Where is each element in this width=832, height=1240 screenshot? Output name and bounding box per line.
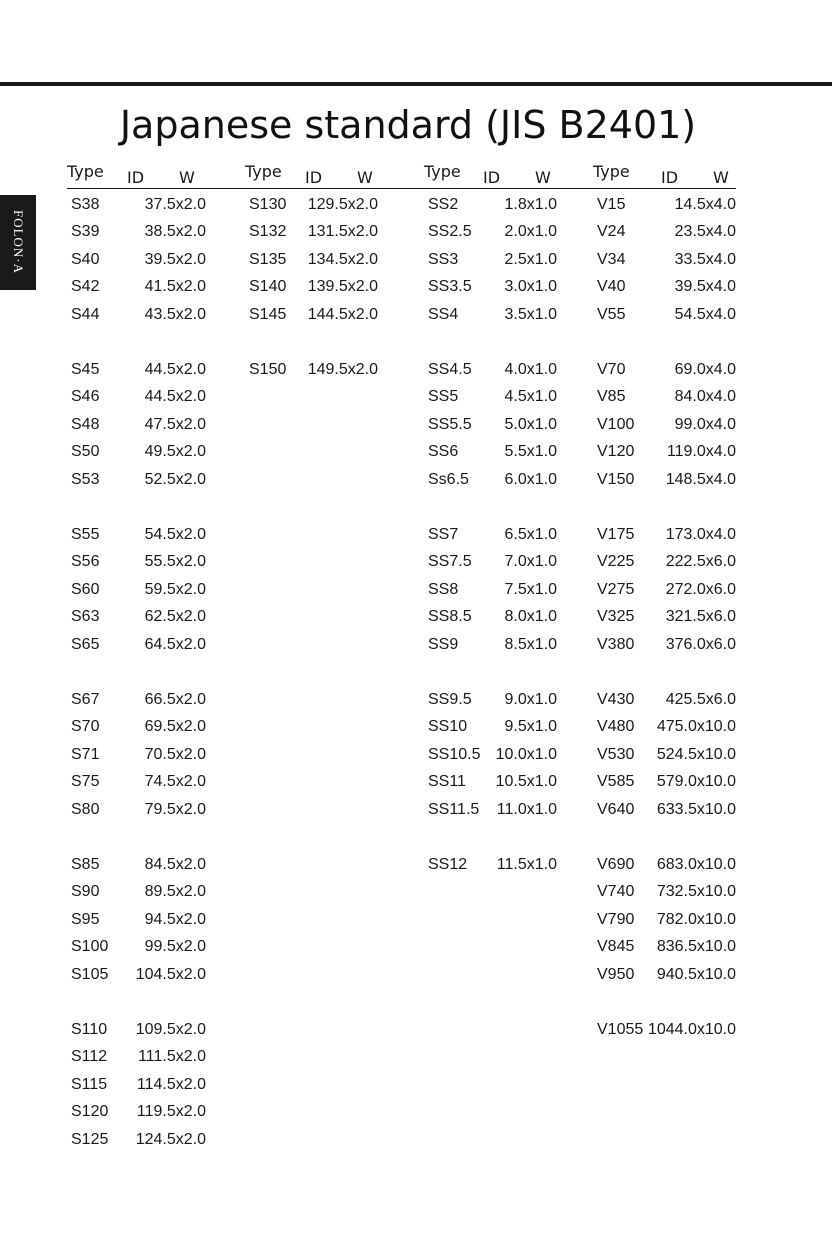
- table-cell-type: V100: [597, 416, 635, 433]
- table-cell-type: S44: [71, 306, 100, 323]
- table-cell-type: S38: [71, 196, 100, 213]
- table-cell-type: SS8: [428, 581, 459, 598]
- table-cell-type: SS2.5: [428, 223, 472, 240]
- table-cell-size: 222.5x6.0: [665, 553, 736, 570]
- table-cell-type: SS11: [428, 773, 466, 790]
- table-cell-size: 39.5x2.0: [144, 251, 206, 268]
- table-cell-type: V34: [597, 251, 626, 268]
- table-cell-size: 11.5x1.0: [496, 856, 557, 873]
- table-cell-size: 321.5x6.0: [665, 608, 736, 625]
- header-rule: [67, 188, 736, 189]
- header-w: W: [357, 168, 373, 187]
- table-cell-size: 49.5x2.0: [144, 443, 206, 460]
- table-cell-size: 69.0x4.0: [674, 361, 736, 378]
- table-cell-size: 149.5x2.0: [307, 361, 378, 378]
- table-cell-size: 111.5x2.0: [138, 1048, 206, 1065]
- table-cell-size: 41.5x2.0: [144, 278, 206, 295]
- table-cell-type: V55: [597, 306, 626, 323]
- table-cell-size: 14.5x4.0: [674, 196, 736, 213]
- table-cell-size: 2.5x1.0: [504, 251, 557, 268]
- side-tab-label: FOLON·A: [11, 209, 26, 275]
- table-cell-type: SS7: [428, 526, 459, 543]
- table-cell-size: 173.0x4.0: [665, 526, 736, 543]
- table-cell-size: 683.0x10.0: [656, 856, 736, 873]
- table-cell-type: V120: [597, 443, 635, 460]
- table-cell-size: 70.5x2.0: [144, 746, 206, 763]
- table-cell-type: V690: [597, 856, 635, 873]
- table-cell-type: V85: [597, 388, 626, 405]
- table-cell-type: V150: [597, 471, 635, 488]
- table-cell-type: S71: [71, 746, 100, 763]
- table-cell-type: SS4.5: [428, 361, 472, 378]
- table-cell-size: 1044.0x10.0: [647, 1021, 736, 1038]
- table-cell-type: S95: [71, 911, 100, 928]
- table-cell-type: V530: [597, 746, 635, 763]
- table-cell-type: SS5: [428, 388, 459, 405]
- table-cell-type: V24: [597, 223, 626, 240]
- table-cell-type: V640: [597, 801, 635, 818]
- table-cell-size: 43.5x2.0: [144, 306, 206, 323]
- table-cell-size: 33.5x4.0: [674, 251, 736, 268]
- table-cell-type: SS12: [428, 856, 468, 873]
- table-cell-type: S145: [249, 306, 287, 323]
- table-cell-size: 89.5x2.0: [144, 883, 206, 900]
- table-cell-size: 425.5x6.0: [665, 691, 736, 708]
- table-cell-size: 79.5x2.0: [144, 801, 206, 818]
- table-cell-size: 64.5x2.0: [144, 636, 206, 653]
- table-cell-size: 114.5x2.0: [136, 1076, 206, 1093]
- table-cell-size: 144.5x2.0: [307, 306, 378, 323]
- table-cell-type: S85: [71, 856, 100, 873]
- table-cell-size: 3.0x1.0: [504, 278, 557, 295]
- table-cell-size: 119.5x2.0: [136, 1103, 206, 1120]
- table-cell-type: S75: [71, 773, 100, 790]
- table-cell-type: SS9: [428, 636, 459, 653]
- table-cell-size: 6.5x1.0: [504, 526, 557, 543]
- table-cell-size: 23.5x4.0: [674, 223, 736, 240]
- table-cell-type: SS5.5: [428, 416, 472, 433]
- table-cell-size: 129.5x2.0: [307, 196, 378, 213]
- table-cell-size: 131.5x2.0: [307, 223, 378, 240]
- header-type: Type: [67, 162, 104, 181]
- table-cell-size: 55.5x2.0: [144, 553, 206, 570]
- table-cell-type: V1055: [597, 1021, 644, 1038]
- header-id: ID: [661, 168, 679, 187]
- table-cell-size: 44.5x2.0: [144, 361, 206, 378]
- table-cell-size: 7.5x1.0: [504, 581, 557, 598]
- table-cell-type: SS10.5: [428, 746, 481, 763]
- table-cell-size: 7.0x1.0: [504, 553, 557, 570]
- header-type: Type: [593, 162, 630, 181]
- table-cell-size: 47.5x2.0: [144, 416, 206, 433]
- header-id: ID: [483, 168, 501, 187]
- table-cell-type: V845: [597, 938, 635, 955]
- table-cell-size: 5.0x1.0: [504, 416, 557, 433]
- table-cell-type: V225: [597, 553, 635, 570]
- header-id: ID: [127, 168, 145, 187]
- table-cell-type: S120: [71, 1103, 109, 1120]
- table-cell-type: S50: [71, 443, 100, 460]
- table-cell-type: S65: [71, 636, 100, 653]
- table-cell-size: 940.5x10.0: [656, 966, 736, 983]
- table-cell-size: 475.0x10.0: [656, 718, 736, 735]
- table-cell-size: 59.5x2.0: [144, 581, 206, 598]
- table-cell-type: V175: [597, 526, 635, 543]
- table-cell-size: 836.5x10.0: [656, 938, 736, 955]
- table-cell-size: 119.0x4.0: [666, 443, 736, 460]
- table-cell-size: 124.5x2.0: [135, 1131, 206, 1148]
- table-cell-size: 1.8x1.0: [504, 196, 557, 213]
- table-cell-size: 99.5x2.0: [144, 938, 206, 955]
- table-cell-type: SS3: [428, 251, 459, 268]
- table-cell-size: 9.5x1.0: [504, 718, 557, 735]
- table-cell-type: SS9.5: [428, 691, 472, 708]
- table-cell-type: V275: [597, 581, 635, 598]
- page-title: Japanese standard (JIS B2401): [119, 103, 697, 147]
- table-cell-type: S80: [71, 801, 100, 818]
- table-cell-size: 8.0x1.0: [504, 608, 557, 625]
- table-cell-type: V40: [597, 278, 626, 295]
- table-cell-type: S70: [71, 718, 100, 735]
- table-cell-type: SS4: [428, 306, 459, 323]
- table-cell-type: S48: [71, 416, 100, 433]
- table-cell-type: V15: [597, 196, 626, 213]
- table-cell-type: V325: [597, 608, 635, 625]
- table-cell-type: S90: [71, 883, 100, 900]
- table-cell-type: S100: [71, 938, 109, 955]
- table-cell-type: S130: [249, 196, 287, 213]
- table-cell-size: 2.0x1.0: [504, 223, 557, 240]
- table-cell-type: V740: [597, 883, 635, 900]
- table-cell-type: V480: [597, 718, 635, 735]
- header-w: W: [179, 168, 195, 187]
- table-cell-size: 54.5x2.0: [144, 526, 206, 543]
- table-cell-type: V790: [597, 911, 635, 928]
- table-cell-type: V585: [597, 773, 635, 790]
- header-id: ID: [305, 168, 323, 187]
- table-cell-size: 5.5x1.0: [504, 443, 557, 460]
- table-cell-size: 139.5x2.0: [307, 278, 378, 295]
- table-cell-type: S105: [71, 966, 109, 983]
- table-cell-size: 9.0x1.0: [504, 691, 557, 708]
- table-cell-size: 3.5x1.0: [504, 306, 557, 323]
- table-cell-size: 10.0x1.0: [495, 746, 557, 763]
- table-cell-type: SS8.5: [428, 608, 472, 625]
- table-cell-type: SS3.5: [428, 278, 472, 295]
- table-cell-size: 37.5x2.0: [144, 196, 206, 213]
- header-type: Type: [424, 162, 461, 181]
- table-cell-size: 10.5x1.0: [495, 773, 557, 790]
- table-cell-type: S45: [71, 361, 100, 378]
- table-cell-size: 4.0x1.0: [504, 361, 557, 378]
- header-w: W: [713, 168, 729, 187]
- table-cell-type: S53: [71, 471, 100, 488]
- table-cell-size: 524.5x10.0: [656, 746, 736, 763]
- table-cell-type: S42: [71, 278, 100, 295]
- table-cell-size: 38.5x2.0: [144, 223, 206, 240]
- table-cell-size: 69.5x2.0: [144, 718, 206, 735]
- side-tab: [0, 195, 36, 290]
- table-cell-type: SS10: [428, 718, 468, 735]
- table-cell-size: 74.5x2.0: [144, 773, 206, 790]
- table-cell-type: SS6: [428, 443, 459, 460]
- table-cell-size: 4.5x1.0: [504, 388, 557, 405]
- table-cell-type: S39: [71, 223, 100, 240]
- top-rule: [0, 82, 832, 86]
- table-cell-size: 62.5x2.0: [144, 608, 206, 625]
- table-cell-type: S67: [71, 691, 100, 708]
- table-cell-size: 376.0x6.0: [665, 636, 736, 653]
- table-cell-type: S56: [71, 553, 100, 570]
- table-cell-type: S60: [71, 581, 100, 598]
- table-cell-size: 8.5x1.0: [504, 636, 557, 653]
- table-cell-type: V380: [597, 636, 635, 653]
- header-type: Type: [245, 162, 282, 181]
- table-cell-type: S140: [249, 278, 287, 295]
- table-cell-size: 134.5x2.0: [307, 251, 378, 268]
- header-w: W: [535, 168, 551, 187]
- table-cell-type: S110: [71, 1021, 108, 1038]
- table-cell-size: 39.5x4.0: [674, 278, 736, 295]
- table-cell-type: S40: [71, 251, 100, 268]
- table-cell-size: 6.0x1.0: [504, 471, 557, 488]
- table-cell-type: S63: [71, 608, 100, 625]
- table-cell-size: 66.5x2.0: [144, 691, 206, 708]
- table-cell-type: SS11.5: [428, 801, 480, 818]
- table-cell-size: 84.5x2.0: [144, 856, 206, 873]
- table-cell-size: 54.5x4.0: [674, 306, 736, 323]
- table-cell-size: 84.0x4.0: [674, 388, 736, 405]
- table-cell-size: 104.5x2.0: [135, 966, 206, 983]
- table-cell-size: 782.0x10.0: [656, 911, 736, 928]
- table-cell-type: S132: [249, 223, 287, 240]
- table-cell-size: 109.5x2.0: [135, 1021, 206, 1038]
- table-cell-type: S55: [71, 526, 100, 543]
- table-cell-type: S115: [71, 1076, 108, 1093]
- table-cell-size: 148.5x4.0: [665, 471, 736, 488]
- table-cell-type: V430: [597, 691, 635, 708]
- table-cell-type: Ss6.5: [428, 471, 469, 488]
- table-cell-type: S125: [71, 1131, 109, 1148]
- table-cell-size: 44.5x2.0: [144, 388, 206, 405]
- table-cell-size: 579.0x10.0: [656, 773, 736, 790]
- table-cell-type: V950: [597, 966, 635, 983]
- table-cell-size: 272.0x6.0: [665, 581, 736, 598]
- table-cell-size: 99.0x4.0: [674, 416, 736, 433]
- table-cell-type: S135: [249, 251, 287, 268]
- table-cell-size: 732.5x10.0: [656, 883, 736, 900]
- table-cell-type: V70: [597, 361, 626, 378]
- table-cell-size: 52.5x2.0: [144, 471, 206, 488]
- table-cell-size: 94.5x2.0: [144, 911, 206, 928]
- table-cell-type: SS2: [428, 196, 459, 213]
- table-cell-size: 633.5x10.0: [656, 801, 736, 818]
- table-cell-type: S46: [71, 388, 100, 405]
- table-cell-type: S112: [71, 1048, 108, 1065]
- table-cell-type: SS7.5: [428, 553, 472, 570]
- table-cell-size: 11.0x1.0: [496, 801, 557, 818]
- table-cell-type: S150: [249, 361, 287, 378]
